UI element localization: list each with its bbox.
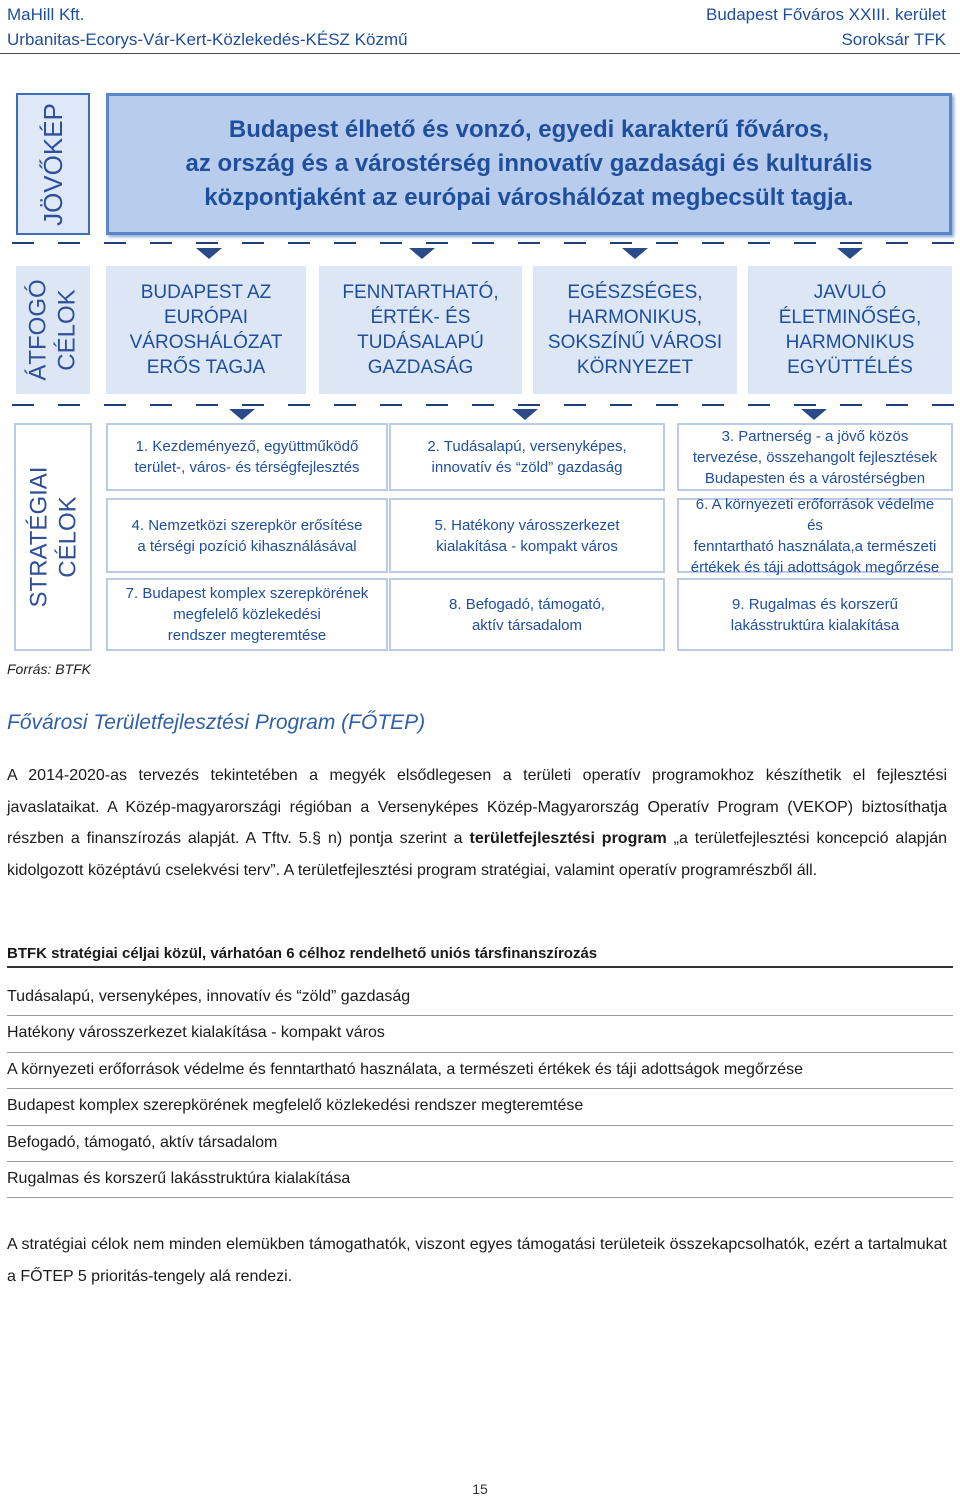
strategic-goal-line: innovatív és “zöld” gazdaság (431, 459, 623, 476)
strategic-goal-line: a térségi pozíció kihasználásával (137, 537, 357, 555)
goal-line: GAZDASÁG (367, 357, 474, 378)
vision-line: az ország és a várostérség innovatív gazdasági és kulturális (185, 150, 873, 177)
strategic-goal-9 (677, 578, 953, 651)
strategic-goal-8 (389, 578, 665, 651)
goal-line: BUDAPEST AZ (140, 282, 272, 303)
section-title: Fővárosi Területfejlesztési Program (FŐTEP) (7, 711, 426, 734)
paragraph-emphasis: területfejlesztési program (469, 830, 667, 847)
paragraph-text: „a területfejlesztési koncepció alapján kidolgozott középtávú cselekvési terv”. A területfejlesztési program stratégiai, valamint operatív programrészből áll. (7, 830, 948, 879)
strategic-label (24, 467, 82, 608)
header-company: MaHill Kft. (7, 5, 85, 24)
overarching-label-line: ÁTFOGÓ (25, 279, 52, 381)
page-number: 15 (472, 1481, 488, 1497)
overarching-label (24, 279, 82, 380)
goal-line: SOKSZÍNŰ VÁROSI (547, 332, 723, 353)
separator-dashes (12, 404, 954, 406)
strategic-goal-line: tervezése, összehangolt fejlesztések (692, 448, 938, 466)
overarching-goal-3 (533, 266, 737, 394)
strategic-goal-line: lakásstruktúra kialakítása (730, 616, 900, 634)
down-arrow-icon (512, 409, 538, 420)
goal-line: FENNTARTHATÓ, (342, 282, 499, 303)
goal-line: ÉLETMINŐSÉG, (778, 307, 922, 328)
down-arrow-icon (196, 248, 222, 259)
table-title: BTFK stratégiai céljai közül, várhatóan 6 célhoz rendelhető uniós társfinanszírozás (7, 945, 953, 968)
goals-table (7, 980, 953, 1198)
table-row: Tudásalapú, versenyképes, innovatív és “zöld” gazdaság (7, 980, 953, 1016)
goal-line: HARMONIKUS (785, 332, 915, 353)
goal-line: ÉRTÉK- ÉS (370, 307, 471, 328)
vision-line: központjaként az európai városhálózat megbecsült tagja. (204, 184, 854, 211)
goal-line: HARMONIKUS, (567, 307, 703, 328)
vision-label: JÖVŐKÉP (37, 102, 68, 226)
down-arrow-icon (409, 248, 435, 259)
strategic-label-line: CÉLOK (54, 496, 81, 578)
page-header (0, 0, 960, 54)
goal-line: EGÉSZSÉGES, (567, 282, 703, 303)
strategic-goal-5 (389, 498, 665, 573)
header-left (7, 2, 408, 52)
strategic-goal-line: 3. Partnerség - a jövő közös (721, 427, 909, 445)
figure-source: Forrás: BTFK (7, 661, 92, 677)
table-row: Budapest komplex szerepkörének megfelelő közlekedési rendszer megteremtése (7, 1089, 953, 1125)
table-row: A környezeti erőforrások védelme és fenntartható használata, a természeti értékek és táji adottságok megőrzése (7, 1053, 953, 1089)
strategic-goal-line: terület-, város- és térségfejlesztés (134, 459, 360, 476)
strategic-goal-line: 2. Tudásalapú, versenyképes, (427, 438, 627, 455)
overarching-label-box (16, 266, 90, 394)
strategic-goal-3 (677, 423, 953, 491)
overarching-goal-1 (106, 266, 306, 394)
strategic-goal-line: 8. Befogadó, támogató, (449, 595, 605, 613)
vision-statement (186, 113, 873, 215)
down-arrow-icon (801, 409, 827, 420)
vision-line: Budapest élhető és vonzó, egyedi karakterű főváros, (228, 116, 830, 143)
header-consortium: Urbanitas-Ecorys-Vár-Kert-Közlekedés-KÉSZ Közmű (7, 30, 408, 49)
table-row: Befogadó, támogató, aktív társadalom (7, 1126, 953, 1162)
table-row: Rugalmas és korszerű lakásstruktúra kialakítása (7, 1162, 953, 1198)
header-district: Budapest Főváros XXIII. kerület (705, 5, 946, 24)
goal-line: EGYÜTTÉLÉS (787, 357, 913, 378)
strategic-goal-line: 1. Kezdeményező, együttműködő (135, 438, 359, 455)
goal-line: JAVULÓ (813, 282, 887, 303)
body-paragraph: A stratégiai célok nem minden elemükben támogathatók, viszont egyes támogatási területeik összekapcsolhatók, ezért a tartalmukat a FŐTEP 5 prioritás-tengely alá rendezi. (7, 1236, 947, 1285)
paragraph-text: A 2014-2020-as tervezés tekintetében a megyék elsődlegesen a területi operatív programokhoz készíthetik el fejlesztési javaslataikat. A Közép-magyarországi régióban a Versenyképes Közép-Magyarország Operatív Program (VEKOP) biztosíthatja részben a finanszírozás alapját. A Tftv. 5.§ n) pontja szerint a (7, 767, 947, 847)
strategic-goal-line: aktív társadalom (471, 616, 583, 634)
strategic-goal-line: kialakítása - kompakt város (436, 537, 618, 555)
strategic-goal-7 (106, 578, 388, 651)
strategic-label-line: STRATÉGIAI (25, 466, 52, 608)
table-row: Hatékony városszerkezet kialakítása - kompakt város (7, 1016, 953, 1052)
down-arrow-icon (622, 248, 648, 259)
goal-line: ERŐS TAGJA (146, 357, 266, 378)
strategic-goal-line: Budapesten és a várostérségben (704, 469, 926, 487)
header-document: Soroksár TFK (841, 30, 946, 49)
strategic-goal-2 (389, 423, 665, 491)
strategic-goal-6 (677, 495, 953, 576)
down-arrow-icon (837, 248, 863, 259)
goal-line: TUDÁSALAPÚ (357, 332, 484, 353)
strategic-goal-line: 9. Rugalmas és korszerű (732, 595, 898, 613)
goal-line: EURÓPAI (163, 307, 249, 328)
separator-dashes (12, 242, 954, 244)
strategic-label-box (14, 423, 92, 651)
down-arrow-icon (229, 409, 255, 420)
strategic-goal-1 (106, 423, 388, 491)
strategic-goal-line: 7. Budapest komplex szerepkörének (125, 585, 369, 602)
strategic-goal-line: fenntartható használata,a természeti (693, 537, 937, 555)
strategic-goal-line: 5. Hatékony városszerkezet (434, 516, 620, 534)
overarching-goal-4 (748, 266, 952, 394)
goal-hierarchy-diagram (12, 90, 954, 655)
vision-box (106, 93, 952, 235)
strategic-goal-line: 4. Nemzetközi szerepkör erősítése (131, 516, 363, 534)
header-right (706, 2, 946, 52)
goal-line: KÖRNYEZET (576, 357, 694, 378)
strategic-goal-4 (106, 498, 388, 573)
strategic-goal-line: értékek és táji adottságok megőrzése (690, 558, 940, 576)
strategic-goal-line: 6. A környezeti erőforrások védelme és (695, 495, 935, 534)
strategic-goal-line: megfelelő közlekedési (173, 606, 321, 623)
goal-line: VÁROSHÁLÓZAT (129, 332, 283, 353)
strategic-goal-line: rendszer megteremtése (167, 627, 327, 644)
vision-label-box (16, 93, 90, 235)
body-paragraph (7, 760, 947, 886)
overarching-label-line: CÉLOK (54, 289, 81, 371)
overarching-goal-2 (319, 266, 522, 394)
